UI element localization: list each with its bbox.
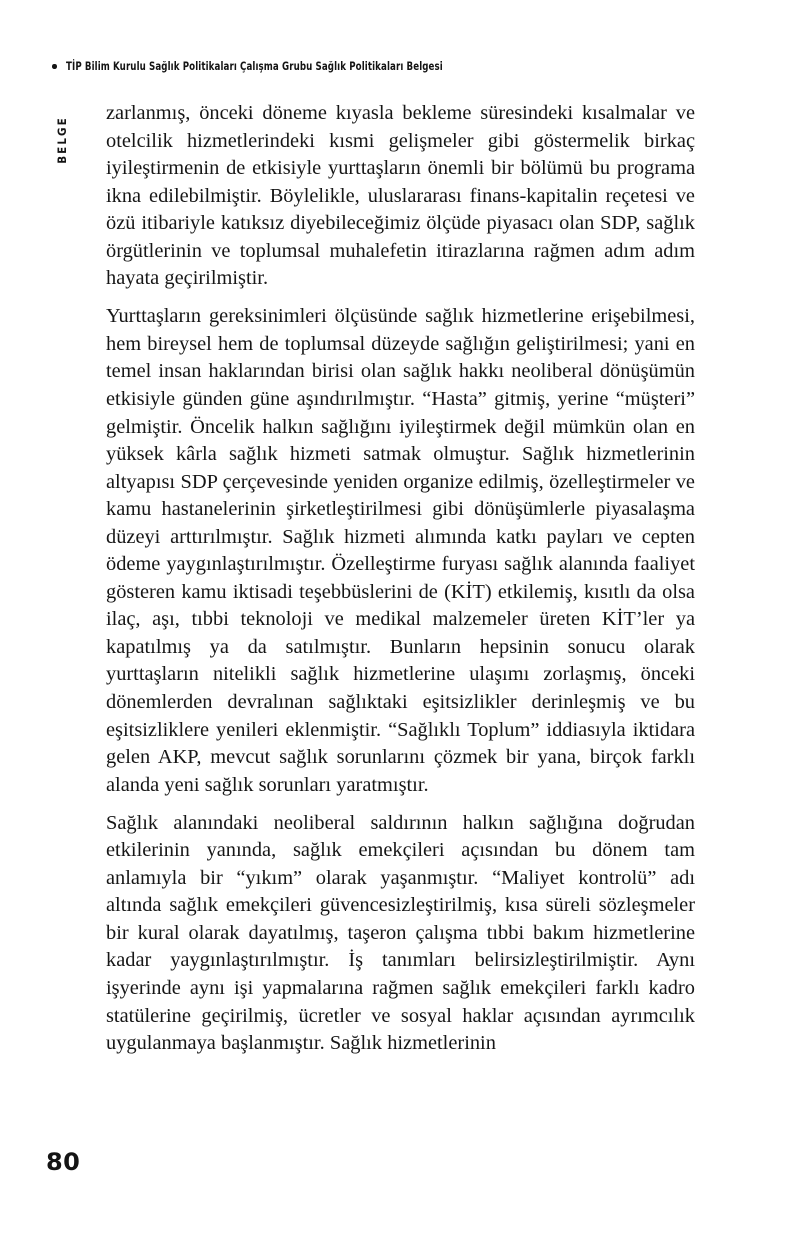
body-paragraph: zarlanmış, önceki döneme kıyasla bekleme süresindeki kısalmalar ve otelcilik hizmetlerindeki kısmi gelişmeler gibi göstermelik birkaç iyileştirmenin de etkisiyle yurttaşların önemli bir bölümü bu programa ikna edilebilmiştir. Böylelikle, uluslararası finans-kapitalin reçetesi ve özü itibariyle katıksız diyebileceğimiz ölçüde piyasacı olan SDP, sağlık örgütlerinin ve toplumsal muhalefetin itirazlarına rağmen adım adım hayata geçirilmiştir. — [106, 102, 695, 290]
running-header — [52, 60, 504, 73]
section-side-tab-label: BELGE — [55, 116, 69, 164]
body-paragraph: Sağlık alanındaki neoliberal saldırının halkın sağlığına doğrudan etkilerinin yanında, sağlık emekçileri açısından bu dönem tam anlamıyla bir “yıkım” olarak yaşanmıştır. “Maliyet kontrolü” adı altında sağlık emekçileri güvencesizleştirilmiş, kısa süreli sözleşmeler bir kural olarak dayatılmış, taşeron çalışma tıbbi bakım hizmetlerine kadar yaygınlaştırılmıştır. İş tanımları belirsizleştirilmiştir. Aynı işyerinde aynı işi yapmalarına rağmen sağlık emekçileri farklı kadro statülerine geçirilmiş, ücretler ve sosyal haklar açısından ayrımcılık uygulanmaya başlanmıştır. Sağlık hizmetlerinin — [106, 811, 695, 1055]
section-side-tab — [47, 92, 77, 188]
page-number: 80 — [46, 1148, 81, 1176]
body-text-column — [106, 100, 695, 1058]
running-header-title: TİP Bilim Kurulu Sağlık Politikaları Çalışma Grubu Sağlık Politikaları Belgesi — [65, 60, 443, 73]
body-paragraph: Yurttaşların gereksinimleri ölçüsünde sağlık hizmetlerine erişebilmesi, hem bireysel hem de toplumsal düzeyde sağlığın geliştirilmesi; yani en temel insan haklarından birisi olan sağlık hakkı neoliberal dönüşümün etkisiyle günden güne aşındırılmıştır. “Hasta” gitmiş, yerine “müşteri” gelmiştir. Öncelik halkın sağlığını iyileştirmek değil mümkün olan en yüksek kârla sağlık hizmeti satmak olmuştur. Sağlık hizmetlerinin altyapısı SDP çerçevesinde yeniden organize edilmiş, özelleştirmeler ve kamu hastanelerinin şirketleştirilmesi gibi dönüşümlerle piyasalaşma düzeyi arttırılmıştır. Sağlık hizmeti alımında katkı payları ve cepten ödeme yaygınlaştırılmıştır. Özelleştirme furyası sağlık alanında faaliyet gösteren kamu iktisadi teşebbüslerini de (KİT) etkilemiş, kısıtlı da olsa ilaç, aşı, tıbbi teknoloji ve medikal malzemeler üreten KİT’ler ya kapatılmış ya da satılmıştır. Bunların hepsinin sonucu olarak yurttaşların nitelikli sağlık hizmetlerine ulaşımı zorlaşmış, önceki dönemlerden devralınan sağlıktaki eşitsizlikler derinleşmiş ve bu eşitsizliklere yenileri eklenmiştir. “Sağlıklı Toplum” iddiasıyla iktidara gelen AKP, mevcut sağlık sorunlarını çözmek bir yana, birçok farklı alanda yeni sağlık sorunları yaratmıştır. — [106, 305, 695, 796]
bullet-dot-icon — [52, 64, 57, 69]
